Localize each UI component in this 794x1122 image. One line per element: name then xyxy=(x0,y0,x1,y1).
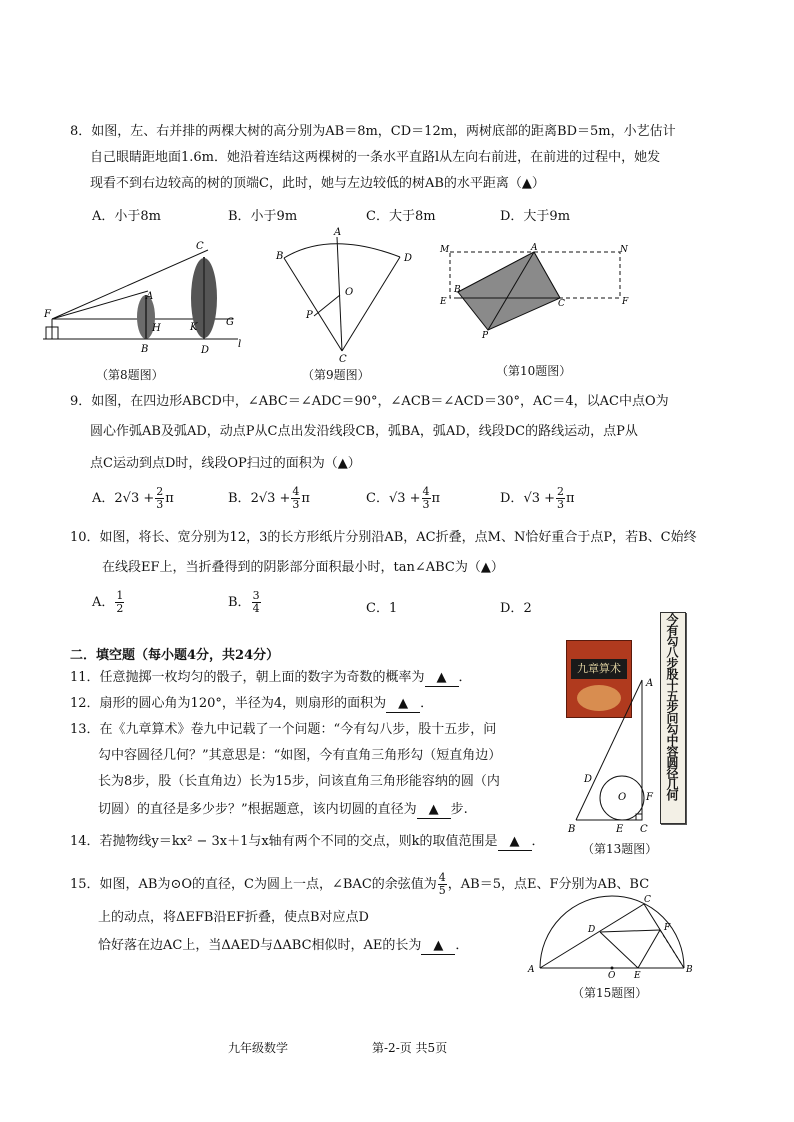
scroll-image xyxy=(660,612,686,824)
fig13-label-d: D xyxy=(584,774,593,785)
q11: 11．任意抛掷一枚均匀的骰子，朝上面的数字为奇数的概率为 ▲ ． xyxy=(70,670,472,685)
q9-option-b: B．2√3 + $\frac{4}{3}$ π xyxy=(228,485,310,511)
fig9-label-d: D xyxy=(404,253,413,264)
fig8-label-g: G xyxy=(226,317,234,328)
q8-option-a: A．小于8m xyxy=(92,209,161,224)
fig10-label-n: N xyxy=(620,245,628,255)
fig8-label-k: K xyxy=(190,322,198,333)
fig15-label-a: A xyxy=(528,965,535,975)
q10-line1: 10．如图，将长、宽分别为12，3的长方形纸片分别沿AB，AC折叠，点M、N恰好重合于点P，若B、C始终 xyxy=(70,530,697,545)
q15-line3: 恰好落在边AC上，当ΔAED与ΔABC相似时，AE的长为 ▲ ． xyxy=(98,938,469,953)
q8-line2: 自己眼睛距地面1.6m．她沿着连结这两棵树的一条水平直路l从左向右前进，在前进的过程中，她发 xyxy=(90,150,661,165)
q10-caption: （第10题图） xyxy=(496,364,572,378)
q13-caption: （第13题图） xyxy=(582,842,658,856)
q8-line1: 8．如图，左、右并排的两棵大树的高分别为AB＝8m，CD＝12m，两树底部的距离BD＝5m，小艺估计 xyxy=(70,124,676,139)
book-title: 九章算术 xyxy=(571,659,627,679)
q8-line3: 现看不到右边较高的树的顶端C，此时，她与左边较低的树AB的水平距离（▲） xyxy=(90,176,545,191)
fig10-label-e: E xyxy=(440,297,447,307)
fig9-label-p: P xyxy=(306,310,313,321)
q8-option-d: D．大于9m xyxy=(500,209,571,224)
fig13-label-o: O xyxy=(618,792,627,803)
q15-caption: （第15题图） xyxy=(572,986,648,1000)
fig9-label-b: B xyxy=(276,251,284,262)
fig8-label-b: B xyxy=(141,344,149,355)
figure-13 xyxy=(566,676,662,836)
q15-line1: 15．如图，AB为⊙O的直径，C为圆上一点，∠BAC的余弦值为 $\frac{4}{5}$ ，AB＝5，点E、F分别为AB、BC xyxy=(70,871,650,897)
q8-option-c: C．大于8m xyxy=(366,209,436,224)
q9-option-d: D．√3 + $\frac{2}{3}$ π xyxy=(500,485,575,511)
q13-line2: 勾中容圆径几何？”其意思是：“如图，今有直角三角形勾（短直角边） xyxy=(98,748,502,763)
fig13-label-b: B xyxy=(568,824,576,835)
fig13-label-f: F xyxy=(646,792,653,803)
footer-page-number: 第-2-页 共5页 xyxy=(372,1041,448,1055)
fig8-label-d: D xyxy=(201,345,210,356)
fig10-label-f: F xyxy=(622,297,629,307)
q8-option-b: B．小于9m xyxy=(228,209,298,224)
fig10-label-a: A xyxy=(531,243,538,253)
q13-line3: 长为8步，股（长直角边）长为15步，问该直角三角形能容纳的圆（内 xyxy=(98,774,500,789)
q14: 14．若抛物线y＝kx² − 3x＋1与x轴有两个不同的交点，则k的取值范围是 ▲ ． xyxy=(70,834,545,849)
fig9-label-a: A xyxy=(334,227,342,238)
fig15-label-b: B xyxy=(686,965,693,975)
fig8-label-h: H xyxy=(152,323,161,334)
q10-option-c: C．1 xyxy=(366,601,398,616)
fig8-label-f: F xyxy=(44,309,51,320)
fig13-label-e: E xyxy=(616,824,624,835)
q9-line1: 9．如图，在四边形ABCD中，∠ABC＝∠ADC＝90°，∠ACB＝∠ACD＝30°，AC＝4，以AC中点O为 xyxy=(70,394,669,409)
fig8-label-l: l xyxy=(238,339,242,350)
fig8-label-c: C xyxy=(196,241,204,252)
q10-line2: 在线段EF上，当折叠得到的阴影部分面积最小时，tan∠ABC为（▲） xyxy=(102,560,504,575)
fig13-label-a: A xyxy=(646,678,654,689)
q9-option-c: C．√3 + $\frac{4}{3}$ π xyxy=(366,485,441,511)
footer-subject: 九年级数学 xyxy=(228,1041,289,1055)
fig15-label-f: F xyxy=(664,923,671,933)
figure-9 xyxy=(270,225,430,365)
figure-8 xyxy=(38,235,248,360)
fig10-label-m: M xyxy=(440,245,450,255)
scroll-text: 今有勾八步股十五步问勾中容圆径几何 xyxy=(665,613,679,800)
figure-15 xyxy=(526,892,702,980)
fig10-label-b: B xyxy=(454,285,461,295)
q9-option-a: A．2√3 + $\frac{2}{3}$ π xyxy=(92,485,174,511)
fig13-label-c: C xyxy=(640,824,648,835)
fig15-label-d: D xyxy=(588,925,596,935)
q9-line3: 点C运动到点D时，线段OP扫过的面积为（▲） xyxy=(90,456,361,471)
q12: 12．扇形的圆心角为120°，半径为4，则扇形的面积为 ▲ ． xyxy=(70,696,434,711)
q13-line1: 13．在《九章算术》卷九中记载了一个问题：“今有勾八步，股十五步，问 xyxy=(70,722,497,737)
fig15-label-o: O xyxy=(608,971,616,980)
q15-line2: 上的动点，将ΔEFB沿EF折叠，使点B对应点D xyxy=(98,910,369,925)
fig15-label-e: E xyxy=(634,971,641,980)
q13-line4: 切圆）的直径是多少步？”根据题意，该内切圆的直径为 ▲ 步. xyxy=(98,802,468,817)
section-2-title: 二．填空题（每小题4分，共24分） xyxy=(70,648,280,663)
q9-caption: （第9题图） xyxy=(302,368,370,382)
fig9-label-c: C xyxy=(339,354,347,365)
fig10-label-p: P xyxy=(482,331,489,341)
fig9-label-o: O xyxy=(345,287,354,298)
q8-caption: （第8题图） xyxy=(96,368,164,382)
q10-option-a: A． $\frac{1}{2}$ xyxy=(92,589,124,615)
fig8-label-a: A xyxy=(146,291,154,302)
fig15-label-c: C xyxy=(644,895,651,905)
figure-10 xyxy=(436,240,636,350)
q10-option-d: D．2 xyxy=(500,601,532,616)
fig10-label-c: C xyxy=(558,299,565,309)
q10-option-b: B． $\frac{3}{4}$ xyxy=(228,589,260,615)
q9-line2: 圆心作弧AB及弧AD，动点P从C点出发沿线段CB，弧BA，弧AD，线段DC的路线运动，点P从 xyxy=(90,424,638,439)
